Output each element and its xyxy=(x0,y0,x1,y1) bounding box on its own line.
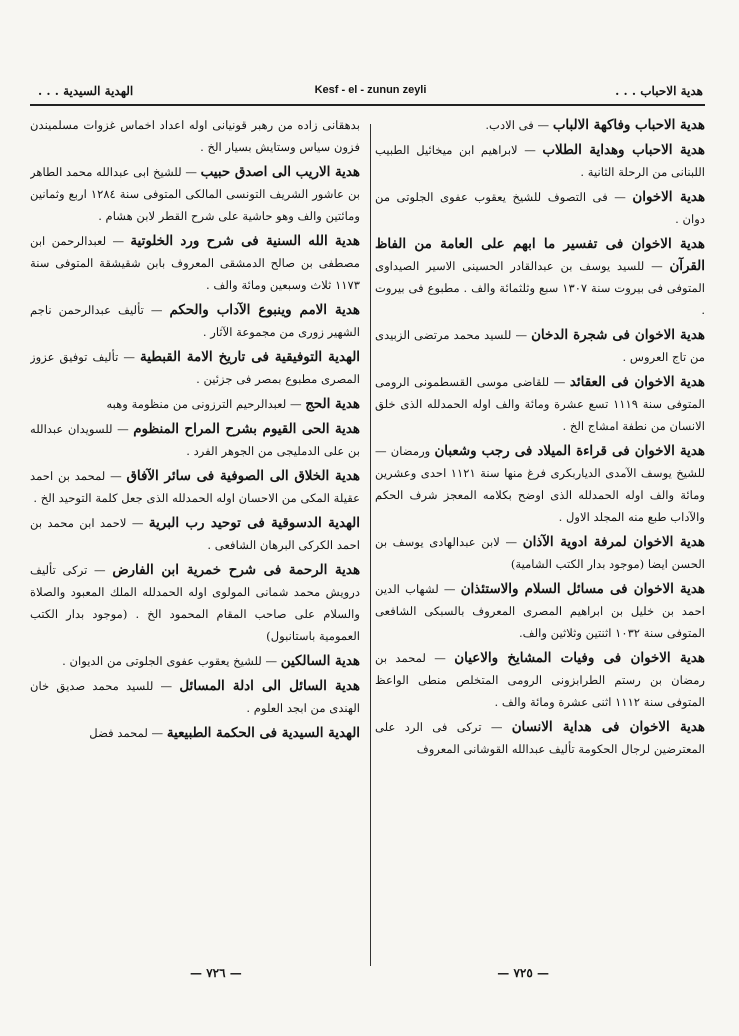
entry-title: هدية الاحباب وهداية الطلاب xyxy=(542,142,705,158)
entry-description: — للشيخ يعقوب عفوى الجلوتى من الديوان . xyxy=(62,654,281,668)
bibliography-entry xyxy=(375,324,705,368)
bibliography-entry xyxy=(375,139,705,183)
bibliography-entry xyxy=(375,716,705,760)
entry-title: هدية السالكين xyxy=(280,653,360,669)
column-divider xyxy=(370,124,371,966)
entry-title: هدية الاخوان فى تفسير ما ابهم على العامة من الفاظ القرآن xyxy=(375,236,705,274)
entry-title: هدية الحج xyxy=(305,396,360,412)
entry-description: — لمحمد بن احمد عقيلة المكى من الاحسان اوله الحمدلله الذى جعل كلمة التوحيد الخ . xyxy=(30,469,360,505)
right-column xyxy=(375,114,705,976)
entry-title: هدية الاخوان فى قراءة الميلاد فى رجب وشعبان xyxy=(434,443,705,459)
entry-title: هدية الاخوان فى العقائد xyxy=(569,374,705,390)
entry-description: — لمحمد بن رمضان بن رستم الطرابزونى الرومى المتخلص منطى الواعظ المتوفى سنة ١١١٢ اثنى عشرة ومائة والف . xyxy=(375,651,705,709)
bibliography-entry xyxy=(30,230,360,296)
bibliography-entry xyxy=(375,647,705,713)
entry-title: هدية السائل الى ادلة المسائل xyxy=(179,678,360,694)
bibliography-entry xyxy=(30,418,360,462)
entry-description: — للقاضى موسى القسطمونى الرومى المتوفى سنة ١١١٩ تسع عشرة ومائة والف اوله الحمدلله الذى خلق الانسان من نطفة امشاج الخ . xyxy=(375,375,705,433)
entry-description: — للسيد محمد مرتضى الزبيدى من تاج العروس . xyxy=(375,328,705,364)
entry-title: هدية الاخوان فى وفيات المشايخ والاعيان xyxy=(454,650,705,666)
header-right-title: هدية الاحباب . . . xyxy=(615,84,703,98)
entry-title: هدية الاخوان فى هداية الانسان xyxy=(511,719,705,735)
entry-description: — للسيد يوسف بن عبدالقادر الحسينى الاسير الصيداوى المتوفى فى بيروت سنة ١٣٠٧ سبع وثلثمائة والف . مطبوع فى بيروت . xyxy=(375,259,705,317)
entry-description: — لعبدالرحمن ابن مصطفى بن صالح الدمشقى المعروف بابن شقيشقة المتوفى سنة ١١٧٣ ثلاث وسبعين ومائة والف . xyxy=(30,234,360,292)
bibliography-entry xyxy=(375,114,705,136)
entry-description: — تأليف عبدالرحمن ناجم الشهير زورى من مجموعة الآثار . xyxy=(30,303,360,339)
entry-description: ورمضان — للشيخ يوسف الآمدى الدياربكرى فرغ منها سنة ١١٢١ احدى وعشرين ومائة والف اوله الحمدلله الذى اوضح بكلامه المعجز شرف الحكم والآداب طبع منه المجلد الاول . xyxy=(375,444,705,524)
bibliography-entry xyxy=(375,233,705,321)
header-center-title: Kesf - el - zunun zeyli xyxy=(314,84,427,96)
bibliography-entry xyxy=(30,722,360,744)
bibliography-entry xyxy=(30,161,360,227)
entry-description: — تركى تأليف درويش محمد شمانى المولوى اوله الحمدلله الملك المعبود والصلاة والسلام على صاحب المقام المحمود الخ . (موجود بدار الكتب العمومية باستانبول) xyxy=(30,563,360,643)
entry-title: هدية الاخوان فى شجرة الدخان xyxy=(531,327,705,343)
header-left-title: الهدية السيدية . . . xyxy=(38,84,134,98)
entry-title: الهدية السيدية فى الحكمة الطبيعية xyxy=(166,725,360,741)
bibliography-entry xyxy=(30,299,360,343)
entry-title: الهدية التوفيقية فى تاريخ الامة القبطية xyxy=(140,349,360,365)
entry-description: — لشهاب الدين احمد بن خليل بن ابراهيم المصرى المعروف بالسبكى الشافعى المتوفى سنة ١٠٣٢ اثنتين وثلاثين والف. xyxy=(375,582,705,640)
entry-description: — لابراهيم ابن ميخائيل الطبيب اللبنانى من الرحلة الثانية . xyxy=(375,143,705,179)
entry-description: — تأليف توفيق عزوز المصرى مطبوع بمصر فى جزئين . xyxy=(30,350,360,386)
entry-title: هدية الحى القيوم بشرح المراح المنظوم xyxy=(133,421,360,437)
bibliography-entry xyxy=(375,440,705,528)
entry-title: هدية الخلاق الى الصوفية فى سائر الآفاق xyxy=(126,468,360,484)
entry-description: بدهقانى زاده من رهبر قونيانى اوله اعداد اخماس غزوات مسلميندن فزون سياس وستايش بسيار الخ . xyxy=(30,118,360,154)
bibliography-entry xyxy=(375,531,705,575)
entry-description: — للسويدان عبدالله بن على الدمليجى من الجوهر الفرد . xyxy=(30,422,360,458)
entry-title: هدية الاخوان لمرفة ادوية الآذان xyxy=(522,534,705,550)
bibliography-entry xyxy=(375,186,705,230)
bibliography-entry xyxy=(30,512,360,556)
entry-title: هدية الاريب الى اصدق حبيب xyxy=(200,164,360,180)
entry-description: — فى الادب. xyxy=(485,118,553,132)
entry-description: — لعبدالرحيم الترزونى من منظومة وهبه xyxy=(106,397,306,411)
entry-description: — تركى فى الرد على المعترضين لرجال الحكومة تأليف عبدالله القوشانى المعروف xyxy=(375,720,705,756)
entry-description: — للشيخ ابى عبدالله محمد الطاهر بن عاشور الشريف التونسى المالكى المتوفى سنة ١٢٨٤ اربع وثمانين ومائتين والف وهو حاشية على شرح القطر لابن هشام . xyxy=(30,165,360,223)
bibliography-entry xyxy=(30,675,360,719)
entry-title: هدية الامم وينبوع الآداب والحكم xyxy=(169,302,360,318)
page-number-right: — ٧٢٥ — xyxy=(497,966,549,980)
header-rule xyxy=(30,104,705,106)
bibliography-entry xyxy=(30,559,360,647)
bibliography-entry xyxy=(30,465,360,509)
running-header xyxy=(38,80,703,104)
entry-description: — فى التصوف للشيخ يعقوب عفوى الجلوتى من دوان . xyxy=(375,190,705,226)
entry-title: هدية الله السنية فى شرح ورد الخلوتية xyxy=(130,233,360,249)
bibliography-entry xyxy=(30,346,360,390)
bibliography-entry xyxy=(375,578,705,644)
entry-description: — لاحمد ابن محمد بن احمد الكركى البرهان الشافعى . xyxy=(30,516,360,552)
entry-title: هدية الرحمة فى شرح خمرية ابن الفارض xyxy=(112,562,360,578)
entry-description: — للسيد محمد صديق خان الهندى من ابجد العلوم . xyxy=(30,679,360,715)
entry-title: هدية الاخوان xyxy=(632,189,705,205)
entry-title: هدية الاحباب وفاكهة الالباب xyxy=(552,117,705,133)
left-column xyxy=(30,114,360,976)
bibliography-entry xyxy=(30,393,360,415)
entry-description: — لابن عبدالهادى يوسف بن الحسن ايضا (موجود بدار الكتب الشامية) xyxy=(375,535,705,571)
bibliography-entry xyxy=(30,650,360,672)
bibliography-entry xyxy=(375,371,705,437)
bibliography-entry xyxy=(30,114,360,158)
page-number-left: — ٧٢٦ — xyxy=(190,966,242,980)
two-column-body xyxy=(30,114,705,976)
entry-title: الهدية الدسوقية فى توحيد رب البرية xyxy=(148,515,360,531)
entry-title: هدية الاخوان فى مسائل السلام والاستئذان xyxy=(460,581,705,597)
entry-description: — لمحمد فضل xyxy=(89,726,167,740)
